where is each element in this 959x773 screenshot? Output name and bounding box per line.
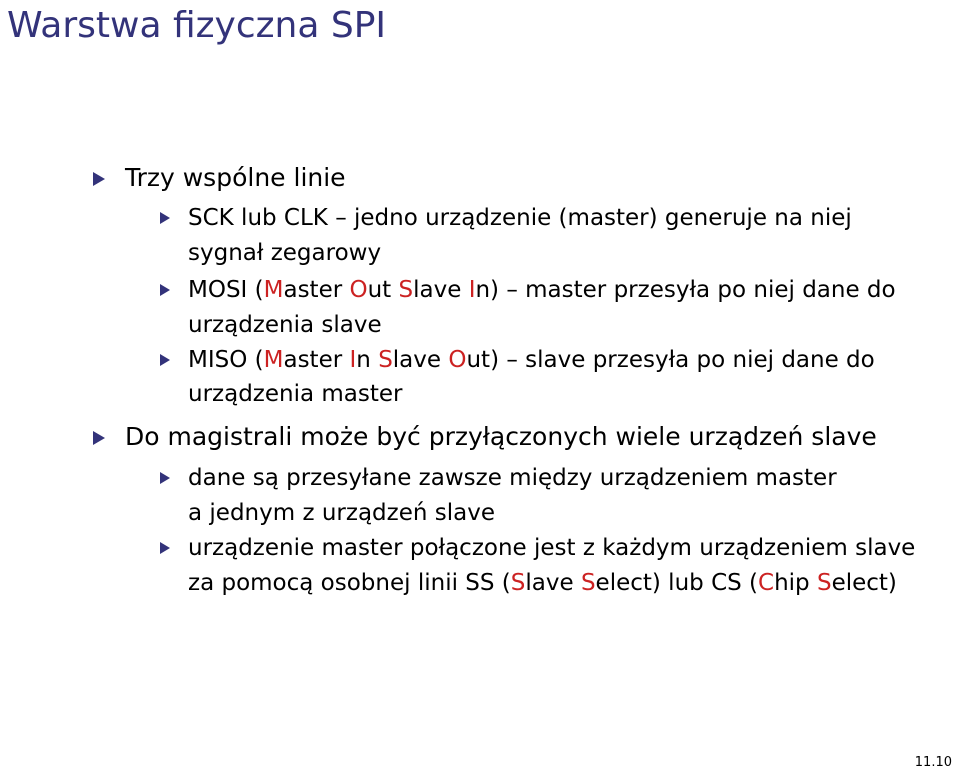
- text: hip: [774, 570, 817, 596]
- bullet-triangle-icon: [93, 172, 105, 186]
- text: MOSI (: [188, 277, 264, 303]
- bullet-triangle-icon: [160, 472, 170, 484]
- highlight-letter: S: [398, 277, 414, 303]
- sub-item-master-connection: urządzenie master połączone jest z każdym urządzeniem slave: [188, 535, 916, 561]
- sub-item-mosi-continued: urządzenia slave: [188, 312, 382, 338]
- bullet-triangle-icon: [93, 431, 105, 445]
- sub-item-data-transfer-continued: a jednym z urządzeń slave: [188, 500, 495, 526]
- sub-item-master-connection-continued: [188, 568, 897, 598]
- highlight-letter: S: [580, 570, 596, 596]
- sub-item-data-transfer: dane są przesyłane zawsze między urządzeniem master: [188, 465, 837, 491]
- highlight-letter: S: [378, 347, 393, 373]
- highlight-letter: M: [263, 277, 284, 303]
- highlight-letter: C: [758, 570, 775, 596]
- page-number: 11.10: [914, 755, 952, 770]
- text: elect) lub CS (: [595, 570, 759, 596]
- highlight-letter: S: [816, 570, 832, 596]
- text: n) – master przesyła po niej dane do: [475, 277, 896, 303]
- text: lave: [392, 347, 449, 373]
- bullet-triangle-icon: [160, 284, 170, 296]
- highlight-letter: I: [468, 277, 476, 303]
- bullet-triangle-icon: [160, 354, 170, 366]
- list-item-three-lines: Trzy wspólne linie: [125, 163, 346, 192]
- text: ut: [367, 277, 399, 303]
- highlight-letter: O: [349, 277, 368, 303]
- sub-item-miso-continued: urządzenia master: [188, 381, 403, 407]
- sub-item-miso: [188, 345, 875, 375]
- list-item-bus-slaves: Do magistrali może być przyłączonych wiele urządzeń slave: [125, 422, 877, 451]
- sub-item-mosi: [188, 275, 896, 305]
- text: za pomocą osobnej linii SS (: [188, 570, 511, 596]
- highlight-letter: O: [448, 347, 467, 373]
- text: ut) – slave przesyła po niej dane do: [466, 347, 875, 373]
- text: aster: [283, 277, 350, 303]
- text: aster: [283, 347, 350, 373]
- text: MISO (: [188, 347, 264, 373]
- text: n: [356, 347, 379, 373]
- sub-item-sck: SCK lub CLK – jedno urządzenie (master) generuje na niej: [188, 205, 852, 231]
- sub-item-sck-continued: sygnał zegarowy: [188, 240, 382, 266]
- text: elect): [831, 570, 897, 596]
- text: lave: [413, 277, 469, 303]
- highlight-letter: M: [263, 347, 284, 373]
- highlight-letter: S: [510, 570, 526, 596]
- highlight-letter: I: [349, 347, 357, 373]
- text: lave: [525, 570, 581, 596]
- bullet-triangle-icon: [160, 542, 170, 554]
- slide-title: Warstwa fizyczna SPI: [7, 5, 387, 46]
- bullet-triangle-icon: [160, 212, 170, 224]
